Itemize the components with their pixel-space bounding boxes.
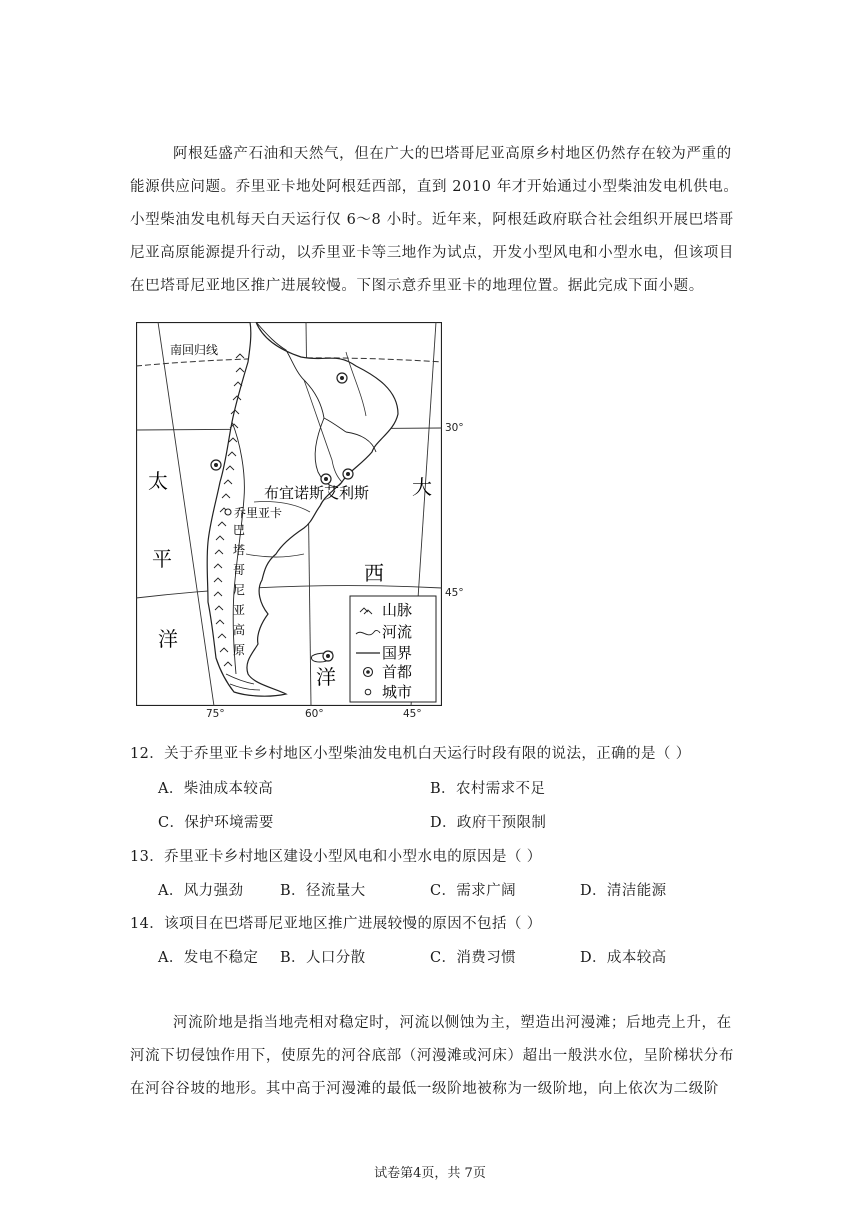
question-14-stem: 14．该项目在巴塔哥尼亚地区推广进展较慢的原因不包括（ ）	[130, 916, 542, 932]
south-america-map	[136, 322, 442, 706]
legend-river: 河流	[382, 623, 413, 641]
question-14-option-b[interactable]: B．人口分散	[280, 950, 366, 966]
passage-line: 河流阶地是指当地壳相对稳定时，河流以侧蚀为主，塑造出河漫滩；后地壳上升，在	[173, 1015, 732, 1031]
question-13-option-b[interactable]: B．径流量大	[280, 883, 366, 899]
city-marker-qiaoliyaka	[225, 509, 231, 515]
question-12-option-d[interactable]: D．政府干预限制	[430, 815, 547, 831]
ocean-char: 大	[412, 475, 432, 499]
passage-river-terrace	[130, 1007, 734, 1106]
question-12-option-c[interactable]: C．保护环境需要	[158, 815, 274, 831]
passage-line: 在河谷谷坡的地形。其中高于河漫滩的最低一级阶地被称为一级阶地，向上依次为二级阶	[130, 1081, 719, 1097]
legend-mountain: 山脉	[382, 601, 413, 619]
question-13-stem: 13．乔里亚卡乡村地区建设小型风电和小型水电的原因是（ ）	[130, 849, 542, 865]
ocean-char: 平	[152, 547, 172, 571]
question-13-option-c[interactable]: C．需求广阔	[430, 883, 516, 899]
question-12-option-b[interactable]: B．农村需求不足	[430, 781, 546, 797]
ocean-char: 太	[148, 469, 168, 493]
buenos-aires-label: 布宜诺斯艾利斯	[264, 484, 370, 502]
qiaoliyaka-label: 乔里亚卡	[234, 506, 283, 520]
patagonia-char: 原	[233, 643, 246, 657]
ocean-char: 洋	[158, 627, 178, 651]
passage-line: 能源供应问题。乔里亚卡地处阿根廷西部，直到 2010 年才开始通过小型柴油发电机供电。	[130, 179, 739, 195]
question-12-option-a[interactable]: A．柴油成本较高	[158, 781, 274, 797]
question-14-option-a[interactable]: A．发电不稳定	[158, 950, 259, 966]
patagonia-label	[233, 523, 245, 657]
map-legend	[350, 596, 436, 702]
page-footer: 试卷第4页，共 7页	[374, 1166, 486, 1181]
question-13-option-a[interactable]: A．风力强劲	[158, 883, 244, 899]
question-13-option-d[interactable]: D．清洁能源	[580, 883, 667, 899]
legend-city: 城市	[382, 683, 413, 701]
question-14-option-d[interactable]: D．成本较高	[580, 950, 667, 966]
legend-capital: 首都	[382, 663, 413, 681]
tropic-of-capricorn-label: 南回归线	[170, 343, 219, 357]
lon-45-label: 45°	[403, 708, 422, 720]
question-14-option-c[interactable]: C．消费习惯	[430, 950, 516, 966]
ocean-char: 洋	[316, 665, 336, 689]
passage-line: 阿根廷盛产石油和天然气，但在广大的巴塔哥尼亚高原乡村地区仍然存在较为严重的	[173, 146, 732, 162]
lat-30-label: 30°	[445, 422, 464, 434]
passage-line: 小型柴油发电机每天白天运行仅 6～8 小时。近年来，阿根廷政府联合社会组织开展巴塔哥	[130, 212, 734, 228]
passage-line: 河流下切侵蚀作用下，使原先的河谷底部（河漫滩或河床）超出一般洪水位，呈阶梯状分布	[130, 1048, 734, 1064]
lat-45-label: 45°	[445, 587, 464, 599]
patagonia-char: 塔	[233, 543, 246, 557]
patagonia-char: 亚	[233, 603, 246, 617]
ocean-char: 西	[364, 561, 384, 585]
lon-75-label: 75°	[206, 708, 225, 720]
patagonia-char: 巴	[233, 523, 246, 537]
patagonia-char: 高	[233, 623, 246, 637]
passage-line: 尼亚高原能源提升行动，以乔里亚卡等三地作为试点，开发小型风电和小型水电，但该项目	[130, 245, 734, 261]
passage-argentina-energy	[130, 138, 739, 303]
lon-60-label: 60°	[305, 708, 324, 720]
patagonia-char: 尼	[233, 583, 246, 597]
question-12-stem: 12．关于乔里亚卡乡村地区小型柴油发电机白天运行时段有限的说法，正确的是（ ）	[130, 746, 691, 762]
patagonia-char: 哥	[233, 563, 246, 577]
legend-border: 国界	[382, 644, 413, 662]
city-icon	[365, 689, 371, 695]
passage-line: 在巴塔哥尼亚地区推广进展较慢。下图示意乔里亚卡的地理位置。据此完成下面小题。	[130, 278, 704, 294]
